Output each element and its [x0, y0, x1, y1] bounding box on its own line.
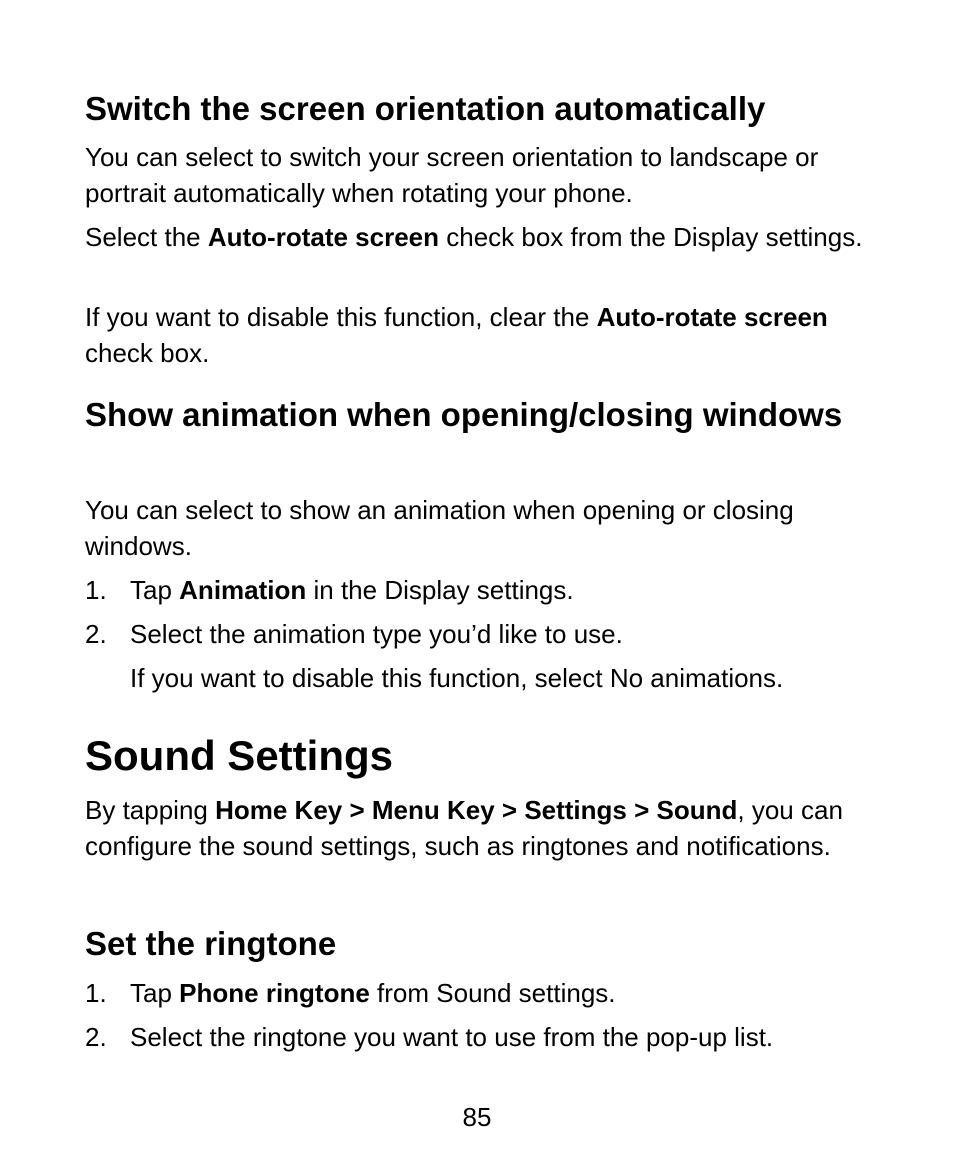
text: in the Display settings.	[306, 575, 574, 605]
text: By tapping	[85, 795, 216, 825]
paragraph-orientation-intro: You can select to switch your screen orientation to landscape or portrait automatically when rotating your phone.	[85, 142, 819, 208]
heading-show-animation: Show animation when opening/closing windows	[85, 396, 843, 433]
heading-switch-orientation: Switch the screen orientation automatically	[85, 90, 766, 127]
section-title-sound-settings: Sound Settings	[85, 732, 393, 779]
paragraph-auto-rotate-clear	[85, 300, 900, 371]
text: Tap	[130, 575, 180, 605]
text: If you want to disable this function, clear the	[85, 302, 597, 332]
bold-path: Home Key > Menu Key > Settings > Sound	[215, 795, 738, 825]
text: Tap	[130, 978, 180, 1008]
text: from Sound settings.	[369, 978, 616, 1008]
list-number: 1.	[85, 575, 107, 605]
bold-term: Auto-rotate screen	[596, 302, 828, 332]
list-number: 2.	[85, 1022, 107, 1052]
list-number: 2.	[85, 619, 107, 649]
heading-set-ringtone: Set the ringtone	[85, 925, 337, 962]
list-text: Select the animation type you’d like to use.	[130, 619, 623, 649]
step-note: If you want to disable this function, select No animations.	[130, 663, 784, 693]
text: Select the	[85, 222, 208, 252]
bold-term: Auto-rotate screen	[207, 222, 440, 252]
bold-term: Phone ringtone	[179, 978, 370, 1008]
list-text: Select the ringtone you want to use from the pop-up list.	[130, 1022, 774, 1052]
text: check box from the Display settings.	[439, 222, 863, 252]
paragraph-auto-rotate-select	[85, 220, 900, 256]
text: , you can configure the sound settings, such as ringtones and notifications.	[85, 795, 843, 861]
page-number: 85	[462, 1102, 492, 1132]
bold-term: Animation	[179, 575, 307, 605]
list-text	[130, 976, 616, 1012]
text: check box.	[85, 337, 210, 368]
paragraph-animation-intro: You can select to show an animation when opening or closing windows.	[85, 495, 794, 561]
paragraph-sound-intro	[85, 793, 890, 864]
list-number: 1.	[85, 978, 107, 1008]
list-text	[130, 573, 574, 609]
